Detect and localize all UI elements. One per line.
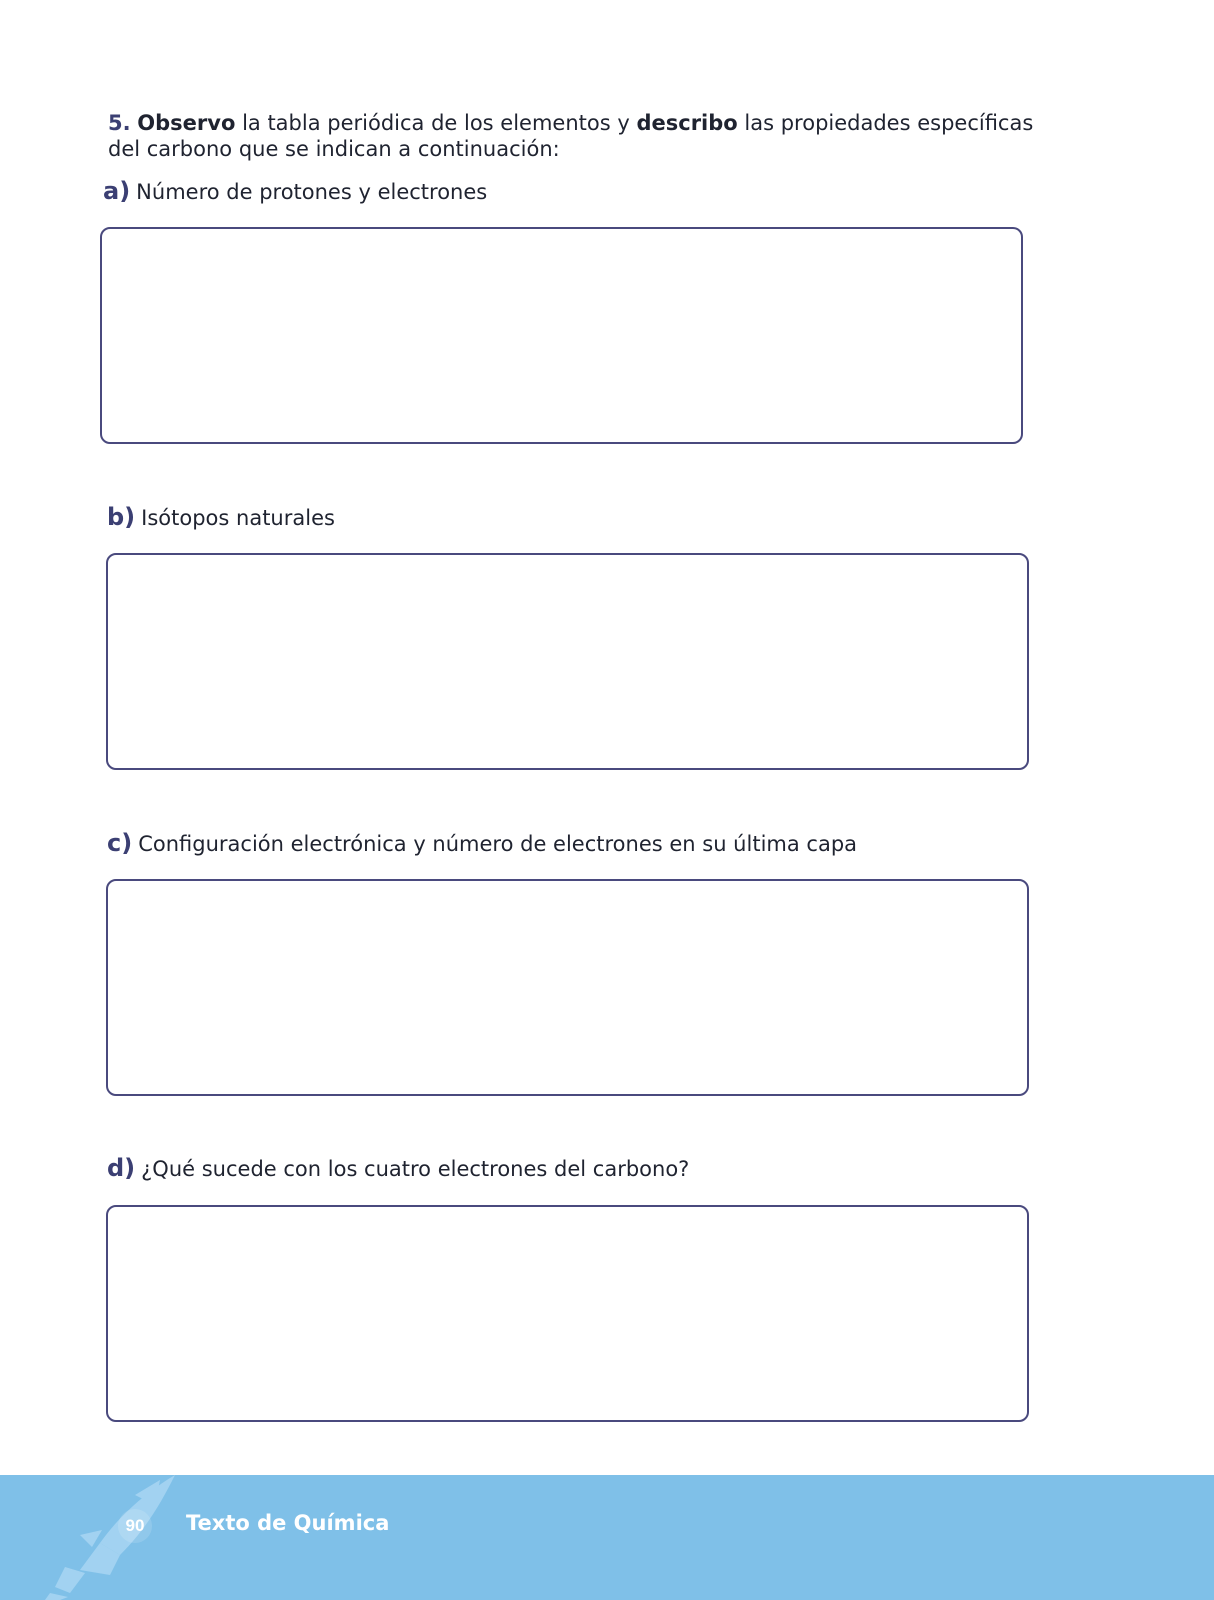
rocket-icon: [40, 1475, 190, 1600]
question-c-letter: c): [107, 829, 133, 857]
page-number: 90: [118, 1509, 152, 1543]
answer-box-b[interactable]: [106, 553, 1029, 770]
answer-box-a[interactable]: [100, 227, 1023, 444]
exercise-instruction: [108, 110, 1068, 162]
question-a: [103, 178, 487, 205]
page-footer: [0, 1475, 1214, 1600]
instruction-text-2: las propiedades específicas del carbono que se indican a continuación:: [108, 111, 1034, 161]
instruction-verb-describo: describo: [636, 111, 738, 135]
exercise-number: 5.: [108, 111, 131, 135]
question-d-text: ¿Qué sucede con los cuatro electrones del carbono?: [141, 1157, 690, 1181]
question-d: [107, 1155, 689, 1182]
question-b-letter: b): [107, 503, 136, 531]
question-b: [107, 504, 335, 531]
question-d-letter: d): [107, 1154, 136, 1182]
question-a-letter: a): [103, 177, 131, 205]
instruction-text-1: la tabla periódica de los elementos y: [235, 111, 637, 135]
book-title: Texto de Química: [186, 1511, 390, 1535]
question-c-text: Configuración electrónica y número de electrones en su última capa: [138, 832, 858, 856]
question-a-text: Número de protones y electrones: [136, 180, 488, 204]
instruction-verb-observo: Observo: [137, 111, 236, 135]
question-c: [107, 830, 857, 857]
answer-box-c[interactable]: [106, 879, 1029, 1096]
answer-box-d[interactable]: [106, 1205, 1029, 1422]
question-b-text: Isótopos naturales: [141, 506, 335, 530]
